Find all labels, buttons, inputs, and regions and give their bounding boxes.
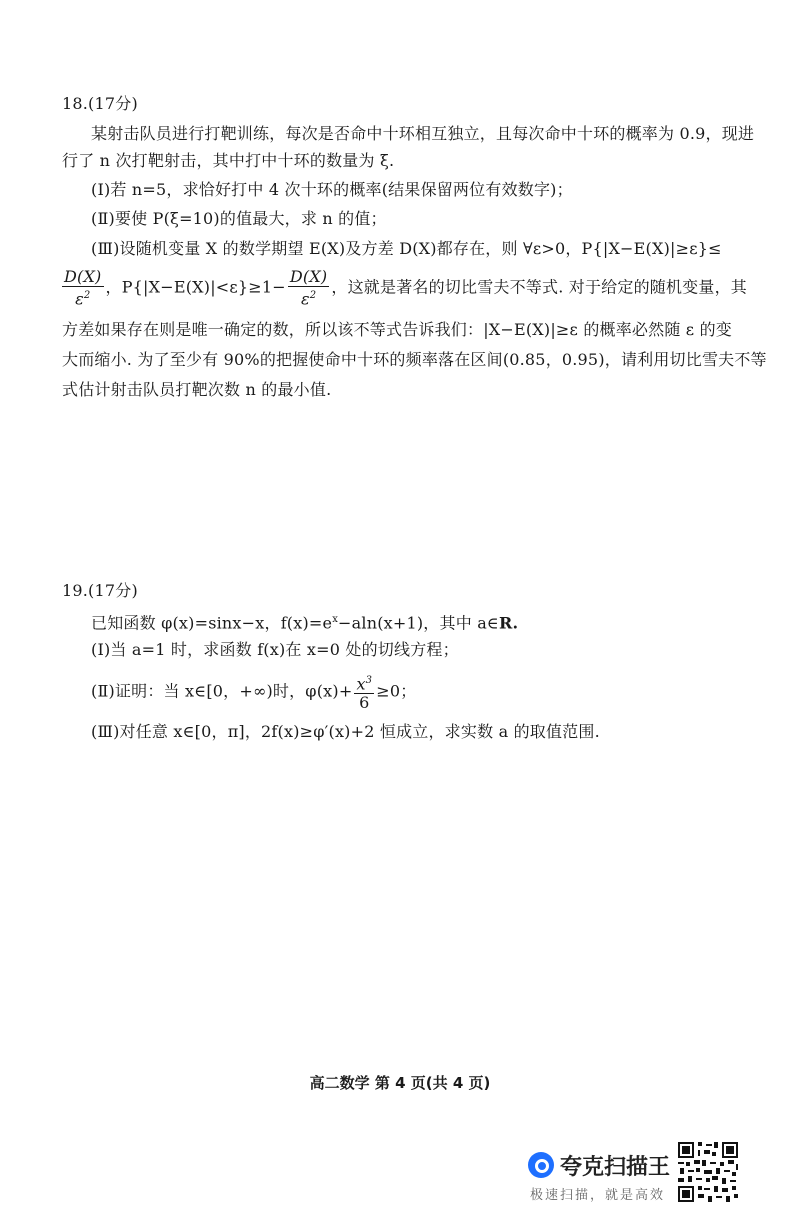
q18-part3-line3: 方差如果存在则是唯一确定的数，所以该不等式告诉我们：|X−E(X)|≥ε 的概率必然随 ε 的变 <box>62 320 732 339</box>
scanner-slogan: 极速扫描，就是高效 <box>530 1188 666 1203</box>
q18-part3-line2 <box>60 268 747 308</box>
q18-intro-line2: 行了 n 次打靶射击，其中打中十环的数量为 ξ. <box>62 151 395 170</box>
q18-intro-line1: 某射击队员进行打靶训练，每次是否命中十环相互独立，且每次命中十环的概率为 0.9，现进 <box>91 124 755 143</box>
qr-code-icon <box>676 1140 740 1204</box>
q18-part2: (Ⅱ)要使 P(ξ=10)的值最大，求 n 的值； <box>91 209 387 228</box>
x-cubed-over-6-fraction: $\frac{x^3}{6}$ <box>354 672 374 712</box>
q19-intro: 已知函数 φ(x)=sinx−x，$f(x)=e^x-aln(x+1)$，其中 a∈R. <box>91 613 519 633</box>
q19-part2: (Ⅱ)证明：当 x∈[0，+∞)时，φ(x)+ $\frac{x^3}{6}$ ≥0； <box>91 672 416 712</box>
q19-heading: 19.(17分) <box>62 581 138 600</box>
q18-part3-line4: 大而缩小. 为了至少有 90%的把握使命中十环的频率落在区间(0.85，0.95)，请利用切比雪夫不等 <box>62 350 767 369</box>
chebyshev-fraction-1: $\frac{D(X)}{\varepsilon^2}$ <box>64 267 102 309</box>
q18-heading: 18.(17分) <box>62 94 138 113</box>
page-footer: 高二数学 第 4 页(共 4 页) <box>309 1074 491 1092</box>
q18-part3-mid: ，P{|X−E(X)|<ε}≥1− <box>105 277 286 297</box>
q19-part1: (Ⅰ)当 a=1 时，求函数 f(x)在 x=0 处的切线方程； <box>91 640 459 659</box>
quark-logo-icon <box>528 1152 554 1178</box>
q18-part3-line5: 式估计射击队员打靶次数 n 的最小值. <box>62 380 332 399</box>
q18-part1: (Ⅰ)若 n=5，求恰好打中 4 次十环的概率(结果保留两位有效数字)； <box>91 180 573 199</box>
chebyshev-fraction-2: $\frac{D(X)}{\varepsilon^2}$ <box>289 267 328 309</box>
scanner-app-name: 夸克扫描王 <box>560 1155 671 1180</box>
q18-part3-line1: (Ⅲ)设随机变量 X 的数学期望 E(X)及方差 D(X)都存在，则 ∀ε>0，P{|X−E(X)|≥ε}≤ <box>91 239 722 258</box>
scanner-watermark <box>528 1148 678 1202</box>
q19-part3: (Ⅲ)对任意 x∈[0，π]，2f(x)≥φ′(x)+2 恒成立，求实数 a 的取值范围. <box>91 722 600 741</box>
q18-part3-tail: ，这就是著名的切比雪夫不等式. 对于给定的随机变量，其 <box>331 277 747 297</box>
